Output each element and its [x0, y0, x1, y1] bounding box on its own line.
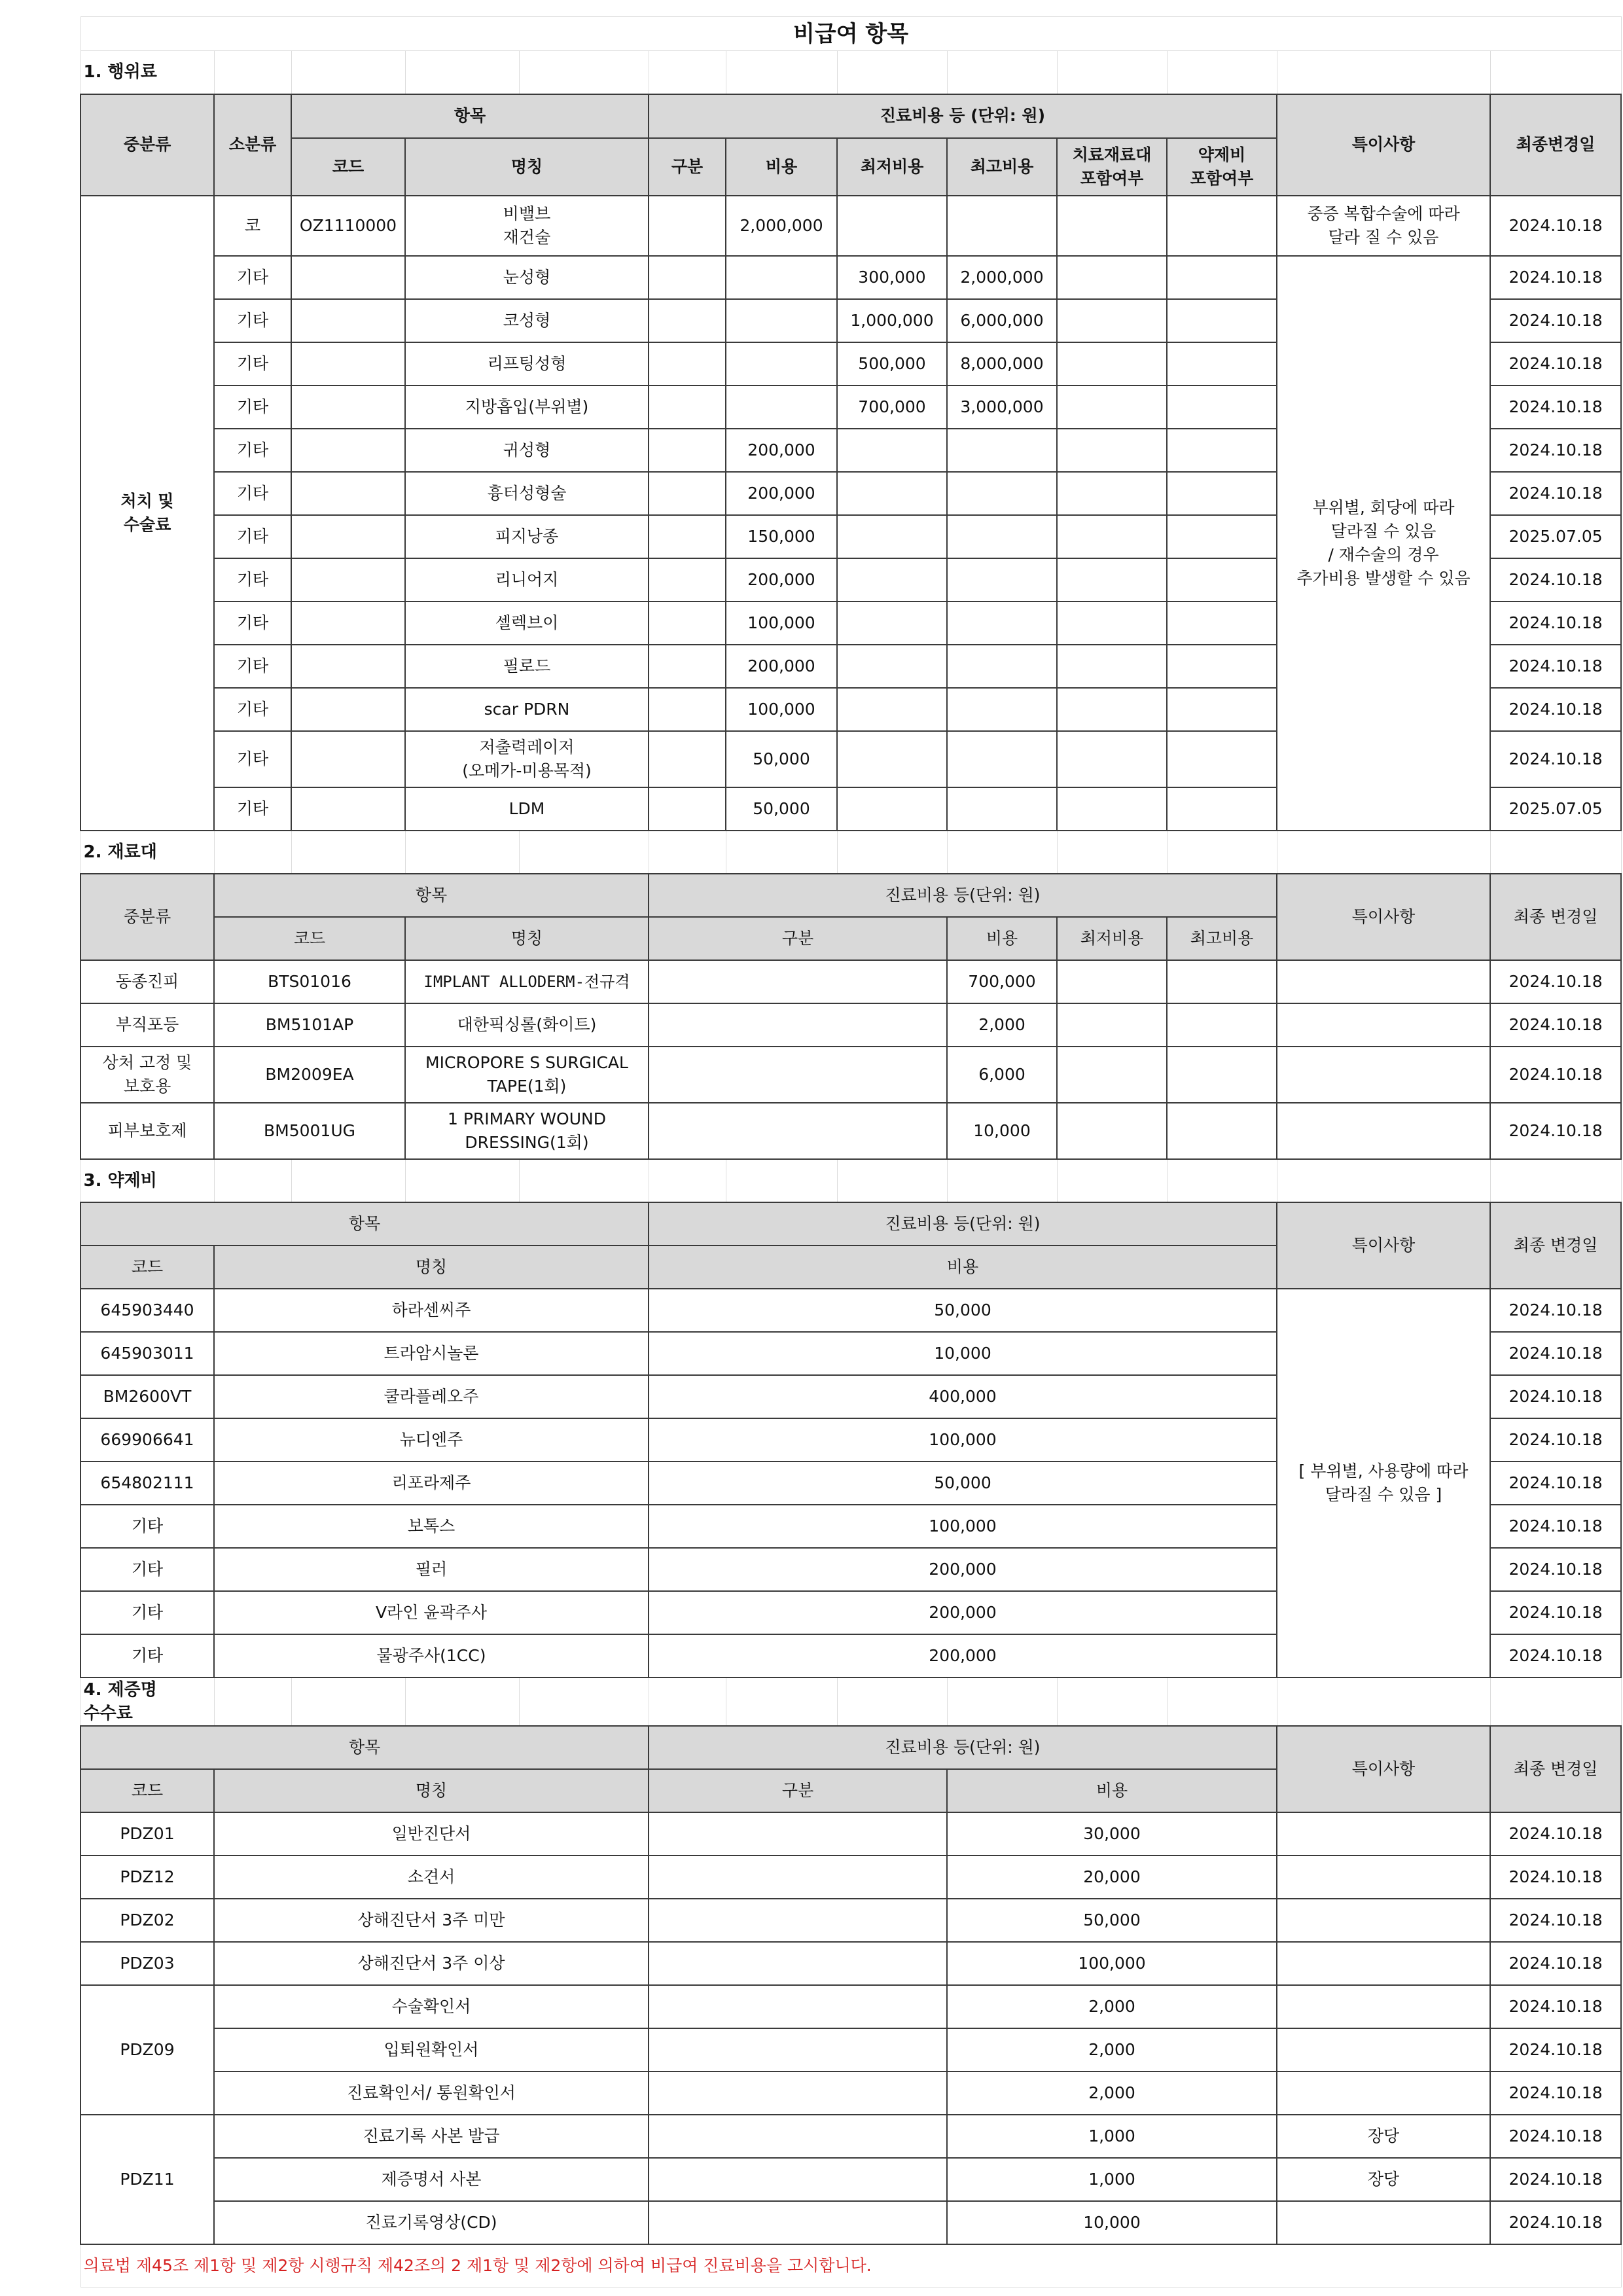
section-2-title: 2. 재료대 [80, 831, 214, 874]
s4-row: PDZ03 상해진단서 3주 이상 100,000 2024.10.18 [80, 1942, 1621, 1985]
s3-row: 645903011 트라암시놀론 10,000 2024.10.18 [80, 1332, 1621, 1375]
s1-header-mid: 중분류 [80, 94, 214, 196]
section-1-title: 1. 행위료 [80, 51, 214, 94]
s2-header-row-1: 중분류 항목 진료비용 등(단위: 원) 특이사항 최종 변경일 [80, 874, 1621, 917]
s4-row: PDZ09 수술확인서 2,000 2024.10.18 [80, 1985, 1621, 2028]
section-4-title: 4. 제증명 수수료 [80, 1677, 214, 1726]
s1-row: 기타 흉터성형술 200,000 2024.10.18 [80, 472, 1621, 515]
s1-header-remark: 특이사항 [1277, 94, 1490, 196]
s1-header-material: 치료재료대 포함여부 [1057, 138, 1167, 196]
s1-header-cost: 진료비용 등 (단위: 원) [649, 94, 1277, 138]
legal-notice: 의료법 제45조 제1항 및 제2항 시행규칙 제42조의 2 제1항 및 제2항에 의하여 비급여 진료비용을 고시합니다. [80, 2244, 1621, 2287]
s1-row: 기타 지방흡입(부위별) 700,000 3,000,000 2024.10.18 [80, 386, 1621, 429]
page-title: 비급여 항목 [80, 17, 1621, 51]
s3-row: BM2600VT 쿨라플레오주 400,000 2024.10.18 [80, 1375, 1621, 1418]
s4-row: 제증명서 사본 1,000 장당 2024.10.18 [80, 2158, 1621, 2201]
section-1-row [80, 51, 1621, 94]
s3-header-row-2: 코드 명칭 비용 [80, 1246, 1621, 1289]
section-2-row [80, 831, 1621, 874]
section-4-row [80, 1677, 1621, 1726]
s1-header-price: 비용 [726, 138, 837, 196]
s1-row: 기타 코성형 1,000,000 6,000,000 2024.10.18 [80, 299, 1621, 342]
section-3-row [80, 1159, 1621, 1202]
s4-header-row-1: 항목 진료비용 등(단위: 원) 특이사항 최종 변경일 [80, 1726, 1621, 1769]
s2-row: 동종진피 BTS01016 IMPLANT ALLODERM-전규격 700,000 2024.10.18 [80, 960, 1621, 1003]
s1-header-sub: 소분류 [214, 94, 291, 196]
title-row [80, 17, 1621, 51]
s3-row: 기타 물광주사(1CC) 200,000 2024.10.18 [80, 1634, 1621, 1677]
s1-header-date: 최종변경일 [1490, 94, 1621, 196]
s3-row: 기타 V라인 윤곽주사 200,000 2024.10.18 [80, 1591, 1621, 1634]
s1-header-type: 구분 [649, 138, 726, 196]
s2-row: 부직포등 BM5101AP 대한픽싱롤(화이트) 2,000 2024.10.18 [80, 1003, 1621, 1047]
s1-header-item: 항목 [291, 94, 649, 138]
s1-header-max: 최고비용 [947, 138, 1057, 196]
s3-row: 654802111 리포라제주 50,000 2024.10.18 [80, 1462, 1621, 1505]
s1-row: 기타 저출력레이저 (오메가-미용목적) 50,000 2024.10.18 [80, 731, 1621, 787]
s1-remark-0: 중증 복합수술에 따라 달라 질 수 있음 [1277, 196, 1490, 256]
s2-row: 피부보호제 BM5001UG 1 PRIMARY WOUND DRESSING(1회) 10,000 2024.10.18 [80, 1103, 1621, 1159]
s1-row: 기타 피지낭종 150,000 2025.07.05 [80, 515, 1621, 558]
section-3-title: 3. 약제비 [80, 1159, 214, 1202]
s1-header-row-1 [80, 94, 1621, 138]
s1-row: 기타 LDM 50,000 2025.07.05 [80, 787, 1621, 831]
s4-row: PDZ11 진료기록 사본 발급 1,000 장당 2024.10.18 [80, 2115, 1621, 2158]
s1-remark-note: 부위별, 회당에 따라 달라질 수 있음 / 재수술의 경우 추가비용 발생할 수 있음 [1277, 256, 1490, 831]
s1-header-code: 코드 [291, 138, 405, 196]
s3-row: 기타 보톡스 100,000 2024.10.18 [80, 1505, 1621, 1548]
footer-row [80, 2244, 1621, 2287]
s3-remark-note: [ 부위별, 사용량에 따라 달라질 수 있음 ] [1277, 1289, 1490, 1677]
s4-row: PDZ01 일반진단서 30,000 2024.10.18 [80, 1812, 1621, 1856]
s2-header-row-2: 코드 명칭 구분 비용 최저비용 최고비용 [80, 917, 1621, 960]
s3-row: 669906641 뉴디엔주 100,000 2024.10.18 [80, 1418, 1621, 1462]
s1-row: 기타 리프팅성형 500,000 8,000,000 2024.10.18 [80, 342, 1621, 386]
s4-row: 진료기록영상(CD) 10,000 2024.10.18 [80, 2201, 1621, 2244]
s4-header-row-2: 코드 명칭 구분 비용 [80, 1769, 1621, 1812]
s1-header-name: 명칭 [405, 138, 649, 196]
s4-row: PDZ12 소견서 20,000 2024.10.18 [80, 1856, 1621, 1899]
s1-row: 기타 셀렉브이 100,000 2024.10.18 [80, 601, 1621, 645]
s4-row: 진료확인서/ 통원확인서 2,000 2024.10.18 [80, 2072, 1621, 2115]
s1-row: 기타 리니어지 200,000 2024.10.18 [80, 558, 1621, 601]
s1-row: 기타 귀성형 200,000 2024.10.18 [80, 429, 1621, 472]
s3-header-row-1: 항목 진료비용 등(단위: 원) 특이사항 최종 변경일 [80, 1202, 1621, 1246]
s1-row: 기타 눈성형 300,000 2,000,000 부위별, 회당에 따라 달라질 수 있음 / 재수술의 경우 추가비용 발생할 수 있음 2024.10.18 [80, 256, 1621, 299]
s1-header-min: 최저비용 [837, 138, 947, 196]
s3-row: 기타 필러 200,000 2024.10.18 [80, 1548, 1621, 1591]
s1-category: 처치 및 수술료 [80, 196, 214, 831]
s1-header-drug: 약제비 포함여부 [1167, 138, 1277, 196]
s4-row: 입퇴원확인서 2,000 2024.10.18 [80, 2028, 1621, 2072]
s4-row: PDZ02 상해진단서 3주 미만 50,000 2024.10.18 [80, 1899, 1621, 1942]
s1-row: 처치 및 수술료 코 OZ1110000 비밸브 재건술 2,000,000 중증 복합수술에 따라 달라 질 수 있음 2024.10.18 [80, 196, 1621, 256]
s2-row: 상처 고정 및 보호용 BM2009EA MICROPORE S SURGICAL TAPE(1회) 6,000 2024.10.18 [80, 1047, 1621, 1103]
s3-row: 645903440 하라센씨주 50,000 [ 부위별, 사용량에 따라 달라질 수 있음 ] 2024.10.18 [80, 1289, 1621, 1332]
non-covered-fee-table [80, 16, 1622, 2287]
s1-row: 기타 필로드 200,000 2024.10.18 [80, 645, 1621, 688]
s1-row: 기타 scar PDRN 100,000 2024.10.18 [80, 688, 1621, 731]
fee-sheet [80, 16, 1603, 2287]
